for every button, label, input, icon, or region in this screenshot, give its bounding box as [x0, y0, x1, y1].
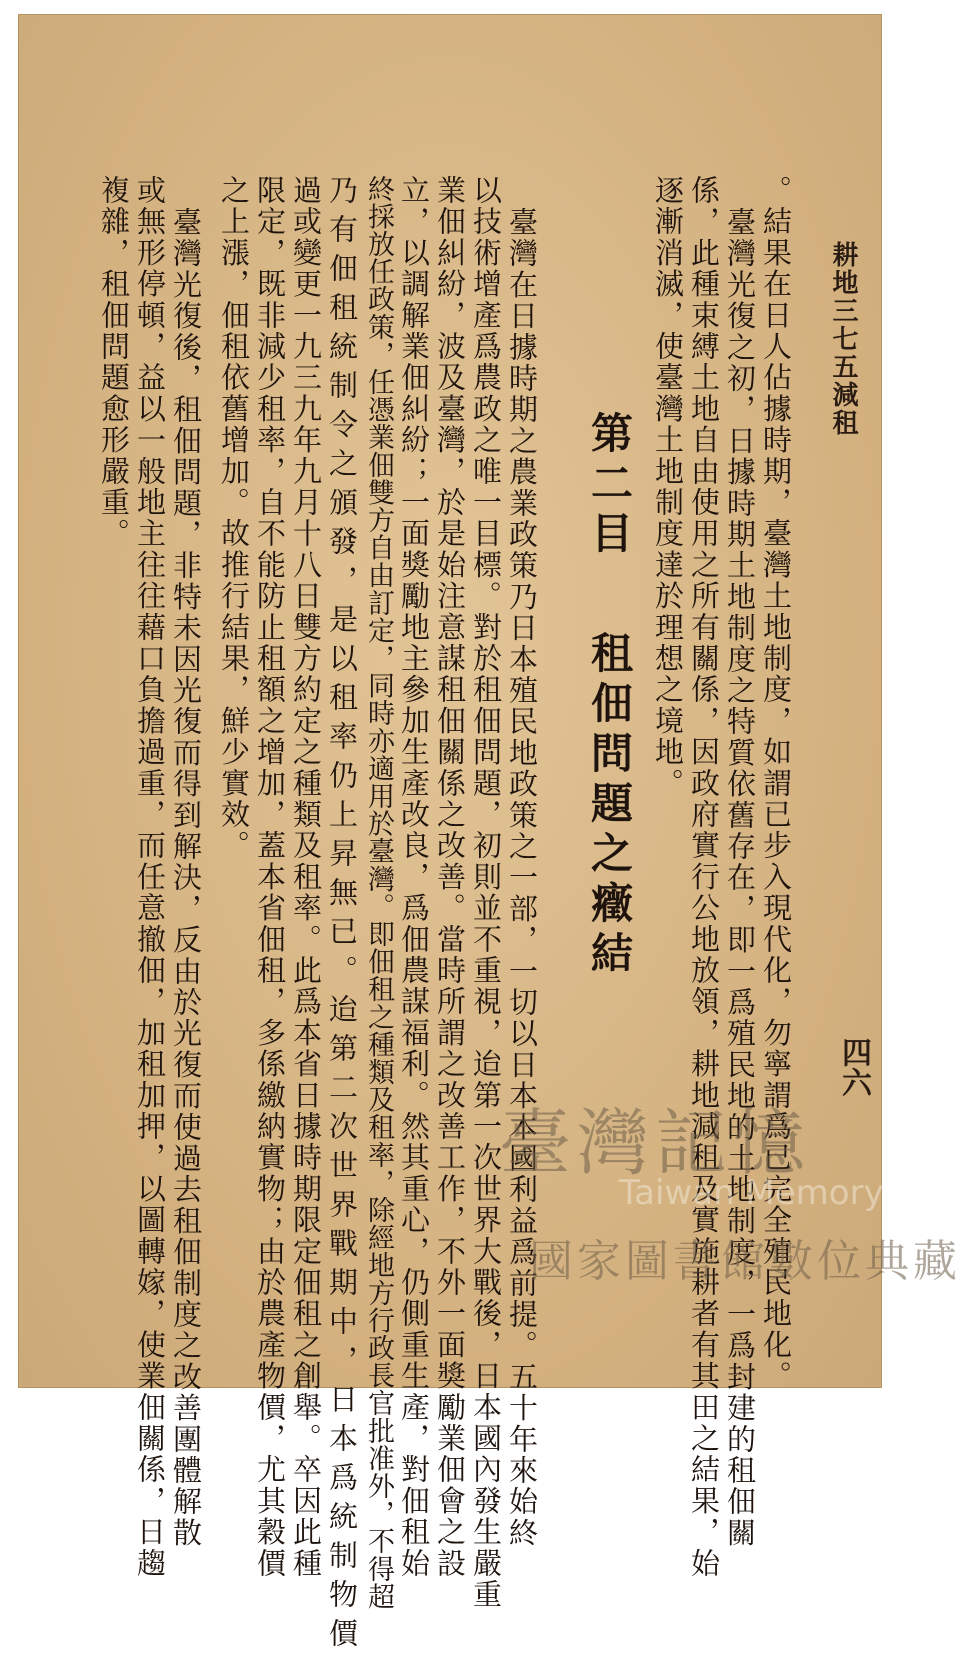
- text-column: 乃有佃租統制令之頒發，是以租率仍上昇無已。迨第二次世界戰期中，日本爲統制物價: [325, 175, 359, 1657]
- section-number: 第二目: [585, 411, 634, 561]
- text-column: 逐漸消滅，使臺灣土地制度達於理想之境地。: [651, 175, 685, 799]
- text-column: 之上漲，佃租依舊增加。故推行結果，鮮少實效。: [217, 175, 251, 862]
- text-column: 臺灣光復後，租佃問題，非特未因光復而得到解決，反由於光復而使過去租佃制度之改善團體解散: [169, 207, 203, 1549]
- text-column: 終採放任政策，任憑業佃雙方自由訂定，同時亦適用於臺灣。即佃租之種類及租率，除經地方行政長官批准外，不得超: [363, 175, 394, 1611]
- text-column: 過或變更一九三九年九月十八日雙方約定之種類及租率。此爲本省日據時期限定佃租之創舉。卒因此種: [289, 175, 323, 1579]
- watermark-library: 國家圖書館數位典藏: [529, 1236, 961, 1287]
- text-column: 以技術增產爲農政之唯一目標。對於租佃問題，初則並不重視，迨第一次世界大戰後，日本國內發生嚴重: [469, 175, 503, 1611]
- running-header-title: 耕地三七五減租: [828, 241, 858, 437]
- section-title: 租佃問題之癥結: [585, 631, 634, 981]
- text-column: 臺灣在日據時期之農業政策乃日本殖民地政策之一部，一切以日本本國利益爲前提。五十年來始終: [505, 207, 539, 1549]
- text-column: 係，此種束縛土地自由使用之所有關係，因政府實行公地放領，耕地減租及實施耕者有其田之結果，始: [687, 175, 721, 1579]
- text-column: 或無形停頓，益以一般地主往往藉口負擔過重，而任意撤佃，加租加押，以圖轉嫁，使業佃關係，日趨: [133, 175, 167, 1579]
- watermark-title: 臺灣記憶: [499, 1101, 812, 1185]
- document-page: [18, 14, 961, 1657]
- text-column: 業佃糾紛，波及臺灣，於是始注意謀租佃關係之改善。當時所謂之改善工作，不外一面獎勵業佃會之設: [433, 175, 467, 1579]
- watermark: [499, 1085, 961, 1295]
- text-column: 立，以調解業佃糾紛；一面獎勵地主參加生產改良，爲佃農謀福利。然其重心，仍側重生產，對佃租始: [397, 175, 431, 1579]
- text-column: 。結果在日人佔據時期，臺灣土地制度，如謂已步入現代化，勿寧謂爲已完全殖民地化。: [759, 175, 793, 1392]
- page-number: 四六: [836, 1037, 871, 1097]
- watermark-english: Taiwan Memory: [619, 1173, 884, 1213]
- section-heading: [579, 411, 639, 981]
- text-column: 臺灣光復之初，日據時期土地制度之特質依舊存在，即一爲殖民地的土地制度，一爲封建的租佃關: [723, 207, 757, 1549]
- text-column: 限定，既非減少租率，自不能防止租額之增加，蓋本省佃租，多係繳納實物；由於農產物價，尤其穀價: [253, 175, 287, 1579]
- text-column: 複雜，租佃問題愈形嚴重。: [97, 175, 131, 550]
